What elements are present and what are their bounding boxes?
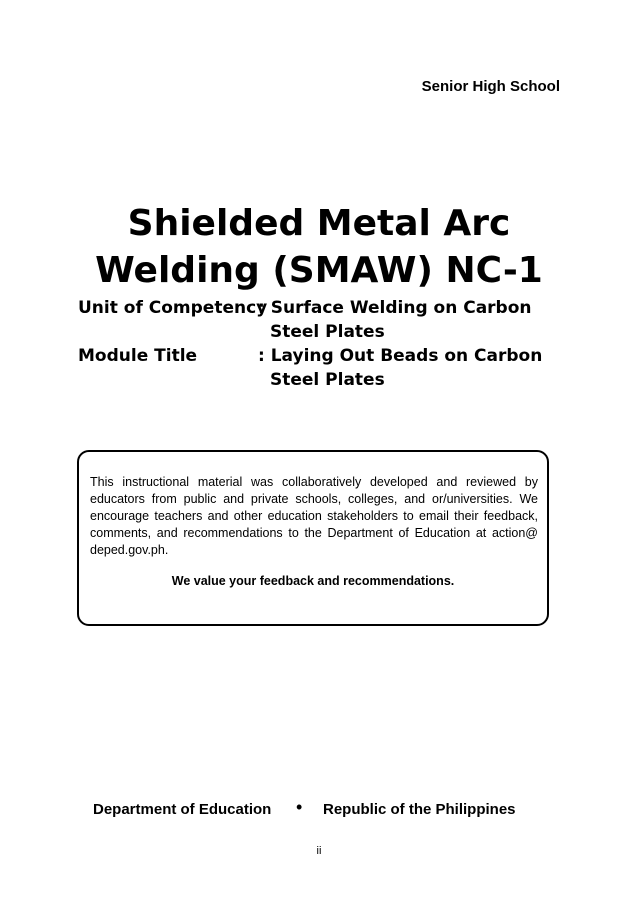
unit-value-line-2: Steel Plates [270,322,385,342]
module-title-heading [0,200,638,294]
notice-body-text: This instructional material was collaboratively developed and reviewed by educators from public and private schools, colleges, and or/universities. We encourage teachers and other education stakeholders to email their feedback, comments, and recommendations to the Department of Education at action@ deped.gov.ph. [90,475,538,557]
bullet-separator-icon: • [296,797,303,817]
school-level-heading: Senior High School [421,78,560,95]
footer-department: Department of Education [93,801,272,818]
module-title-value [258,344,542,392]
feedback-appeal-text: We value your feedback and recommendations. [171,574,455,588]
unit-of-competency-value [258,296,532,344]
unit-of-competency-label: Unit of Competency [78,298,268,318]
module-value-line-2: Steel Plates [270,370,385,390]
title-line-2: Welding (SMAW) NC-1 [95,250,543,291]
module-title-label: Module Title [78,346,198,366]
module-value-line-1: : Laying Out Beads on Carbon [258,346,543,366]
unit-value-line-1: : Surface Welding on Carbon [258,298,532,318]
page-number: ii [316,845,322,857]
title-line-1: Shielded Metal Arc [127,203,511,244]
footer-country: Republic of the Philippines [323,801,516,818]
